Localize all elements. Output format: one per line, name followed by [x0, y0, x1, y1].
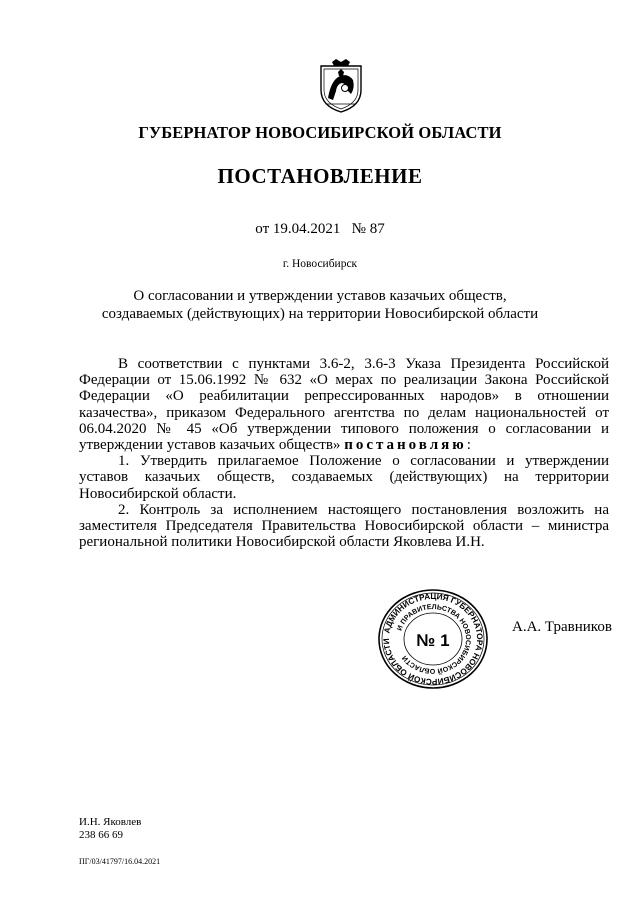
- executor-phone: 238 66 69: [79, 829, 123, 841]
- novosibirsk-coat-of-arms-icon: [318, 58, 364, 114]
- preamble-text: В соответствии с пунктами 3.6-2, 3.6-3 Указа Президента Российской Федерации от 15.06.1992 № 632 «О мерах по реализации Закона Российской Федерации «О реабилитации репрессированных народов» в отношении казачества», приказом Федерального агентства по делам национальностей от 06.04.2020 № 45 «Об утверждении типового положения о согласовании и утверждении уставов казачьих обществ»: [79, 356, 609, 454]
- issuing-authority: ГУБЕРНАТОР НОВОСИБИРСКОЙ ОБЛАСТИ: [138, 123, 502, 142]
- subject-line-1: О согласовании и утверждении уставов казачьих обществ,: [133, 288, 507, 304]
- number-sign: №: [351, 221, 366, 237]
- executor-name: И.Н. Яковлев: [79, 816, 142, 828]
- document-reference-code: ПГ/03/41797/16.04.2021: [79, 857, 161, 866]
- document-subject: [60, 287, 580, 323]
- document-type-title: ПОСТАНОВЛЕНИЕ: [217, 164, 423, 188]
- official-seal: [372, 586, 494, 692]
- seal-outer-text: АДМИНИСТРАЦИЯ ГУБЕРНАТОРА НОВОСИБИРСКОЙ ОБЛАСТИ: [381, 591, 485, 687]
- date-prefix: от: [255, 221, 270, 237]
- date-number-line: [0, 221, 640, 238]
- document-date: 19.04.2021: [272, 221, 341, 237]
- seal-inner-text: И ПРАВИТЕЛЬСТВА НОВОСИБИРСКОЙ ОБЛАСТИ: [396, 603, 472, 675]
- subject-line-2: создаваемых (действующих) на территории Новосибирской области: [101, 306, 539, 322]
- issue-city: г. Новосибирск: [282, 258, 358, 270]
- seal-center-number: № 1: [416, 631, 450, 650]
- clause-1: 1. Утвердить прилагаемое Положение о согласовании и утверждении уставов казачьих обществ, создаваемых (действующих) на территории Новосибирской области.: [79, 453, 609, 502]
- document-body: [79, 356, 609, 550]
- decree-word: постановляю: [344, 437, 467, 454]
- executor-block: [79, 816, 141, 842]
- document-number: 87: [369, 221, 385, 237]
- signatory-name: А.А. Травников: [512, 619, 612, 635]
- clause-2: 2. Контроль за исполнением настоящего постановления возложить на заместителя Председателя Правительства Новосибирской области – министра региональной политики Новосибирской области Яковлева И.Н.: [79, 501, 609, 551]
- decree-colon: :: [466, 437, 471, 454]
- preamble-paragraph: [79, 356, 609, 453]
